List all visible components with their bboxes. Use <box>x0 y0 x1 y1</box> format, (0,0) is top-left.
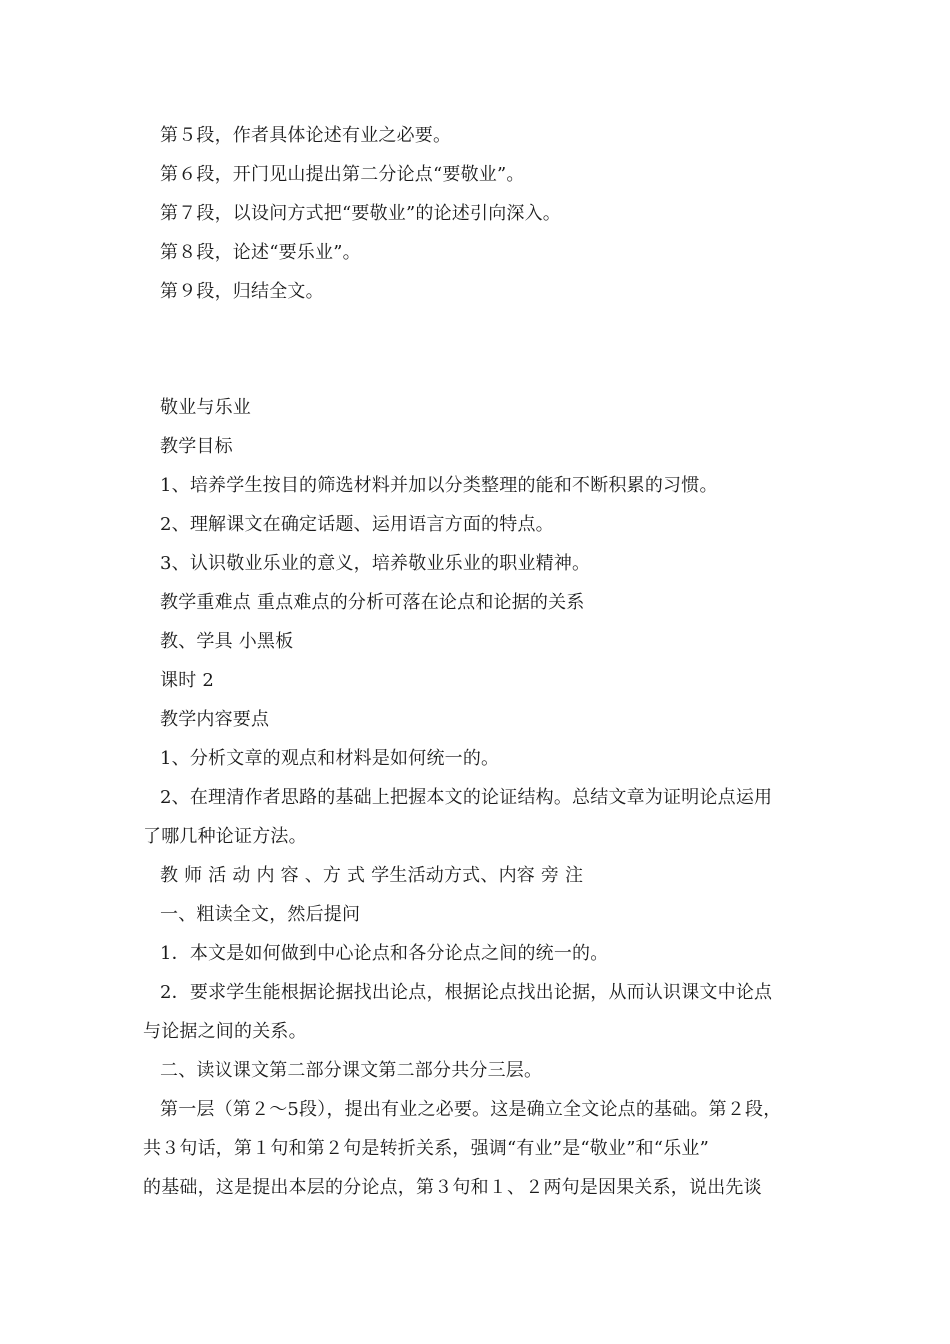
paragraph-line: 第一层（第２～5段），提出有业之必要。这是确立全文论点的基础。第２段， <box>160 1099 782 1120</box>
intro-line-5: 第５段，作者具体论述有业之必要。 <box>160 125 452 146</box>
intro-line-9: 第９段，归结全文。 <box>160 281 324 302</box>
objectives-heading: 教学目标 <box>160 436 233 457</box>
paragraph-line: 的基础，这是提出本层的分论点，第３句和１、２两句是因果关系，说出先谈 <box>143 1177 762 1198</box>
question-item-continued: 与论据之间的关系。 <box>143 1021 307 1042</box>
intro-line-6: 第６段，开门见山提出第二分论点“要敬业”。 <box>160 164 525 185</box>
paragraph-line: 共３句话，第１句和第２句是转折关系，强调“有业”是“敬业”和“乐业” <box>143 1138 710 1159</box>
lesson-title: 敬业与乐业 <box>160 397 251 418</box>
activity-table-header: 教 师 活 动 内 容 、方 式 学生活动方式、内容 旁 注 <box>160 865 584 886</box>
teaching-tools: 教、学具 小黑板 <box>160 631 294 652</box>
content-item: 2、在理清作者思路的基础上把握本文的论证结构。总结文章为证明论点运用 <box>160 787 773 808</box>
objective-item: 3、认识敬业乐业的意义，培养敬业乐业的职业精神。 <box>160 553 591 574</box>
class-periods: 课时 2 <box>160 670 214 691</box>
key-points: 教学重难点 重点难点的分析可落在论点和论据的关系 <box>160 592 585 613</box>
section-heading: 二、读议课文第二部分课文第二部分共分三层。 <box>160 1060 543 1081</box>
question-item: 1．本文是如何做到中心论点和各分论点之间的统一的。 <box>160 943 609 964</box>
question-item: 2．要求学生能根据论据找出论点，根据论点找出论据，从而认识课文中论点 <box>160 982 773 1003</box>
section-heading: 一、粗读全文，然后提问 <box>160 904 361 925</box>
intro-line-8: 第８段，论述“要乐业”。 <box>160 242 361 263</box>
intro-line-7: 第７段，以设问方式把“要敬业”的论述引向深入。 <box>160 203 562 224</box>
content-item: 1、分析文章的观点和材料是如何统一的。 <box>160 748 500 769</box>
objective-item: 1、培养学生按目的筛选材料并加以分类整理的能和不断积累的习惯。 <box>160 475 718 496</box>
content-item-continued: 了哪几种论证方法。 <box>143 826 307 847</box>
content-heading: 教学内容要点 <box>160 709 270 730</box>
objective-item: 2、理解课文在确定话题、运用语言方面的特点。 <box>160 514 554 535</box>
